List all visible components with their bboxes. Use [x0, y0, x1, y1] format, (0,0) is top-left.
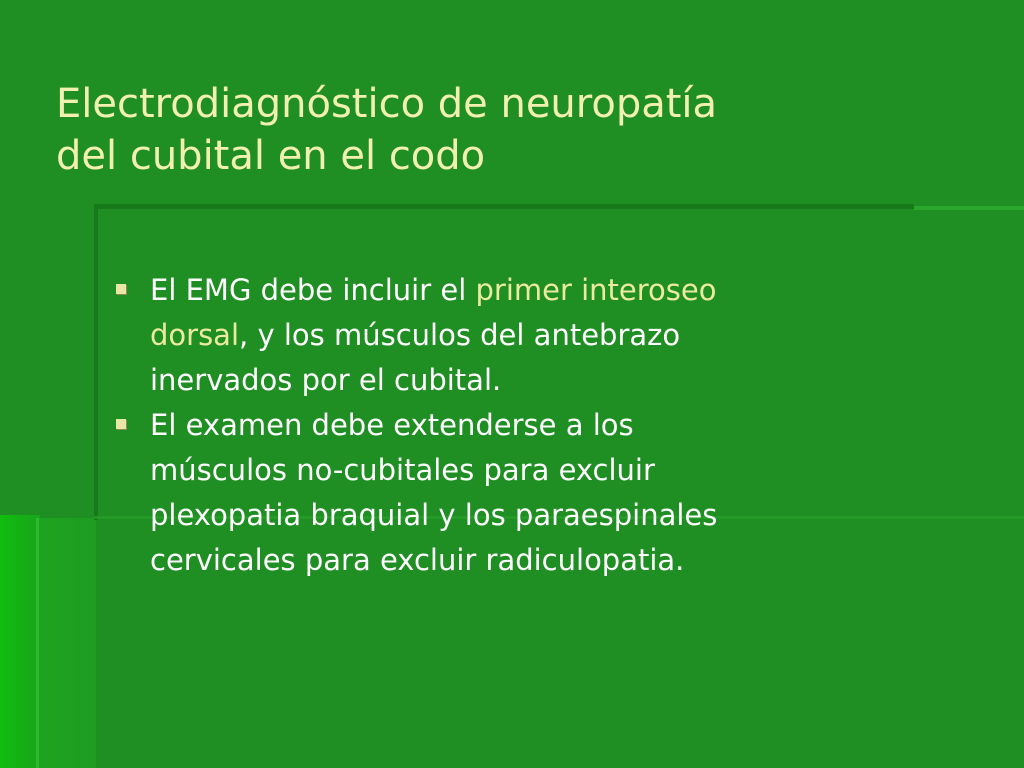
- bullet-1-highlight-a: primer interoseo: [475, 273, 717, 307]
- slide-title: [56, 78, 956, 182]
- square-bullet-icon: [116, 419, 126, 429]
- bullet-1-text-pre: El EMG debe incluir el: [150, 273, 476, 307]
- bullet-2-line-2: músculos no-cubitales para excluir: [150, 453, 655, 487]
- background-frame-right: [914, 206, 1024, 210]
- slide-title-line-2: del cubital en el codo: [56, 133, 486, 179]
- bullet-item-emg: [110, 268, 910, 403]
- bullet-1-line-2: [150, 313, 910, 358]
- background-accent-strip: [0, 515, 40, 768]
- background-accent-panel: [36, 518, 96, 768]
- bullet-2-line-1: El examen debe extenderse a los: [150, 408, 634, 442]
- bullet-2-line-3: plexopatia braquial y los paraespinales: [150, 498, 718, 532]
- background-frame-top: [94, 204, 914, 209]
- bullet-1-text-post: , y los músculos del antebrazo: [239, 318, 681, 352]
- bullet-list: [110, 268, 910, 583]
- bullet-1-highlight-b: dorsal: [150, 318, 240, 352]
- background-accent-edge: [36, 518, 39, 768]
- square-bullet-icon: [116, 284, 126, 294]
- bullet-1-line-3: inervados por el cubital.: [150, 363, 502, 397]
- slide-title-line-1: Electrodiagnóstico de neuropatía: [56, 81, 718, 127]
- bullet-2-line-4: cervicales para excluir radiculopatia.: [150, 543, 685, 577]
- bullet-1-line-1: [150, 268, 910, 313]
- bullet-item-examen: [110, 403, 910, 583]
- background-frame-left: [94, 204, 98, 520]
